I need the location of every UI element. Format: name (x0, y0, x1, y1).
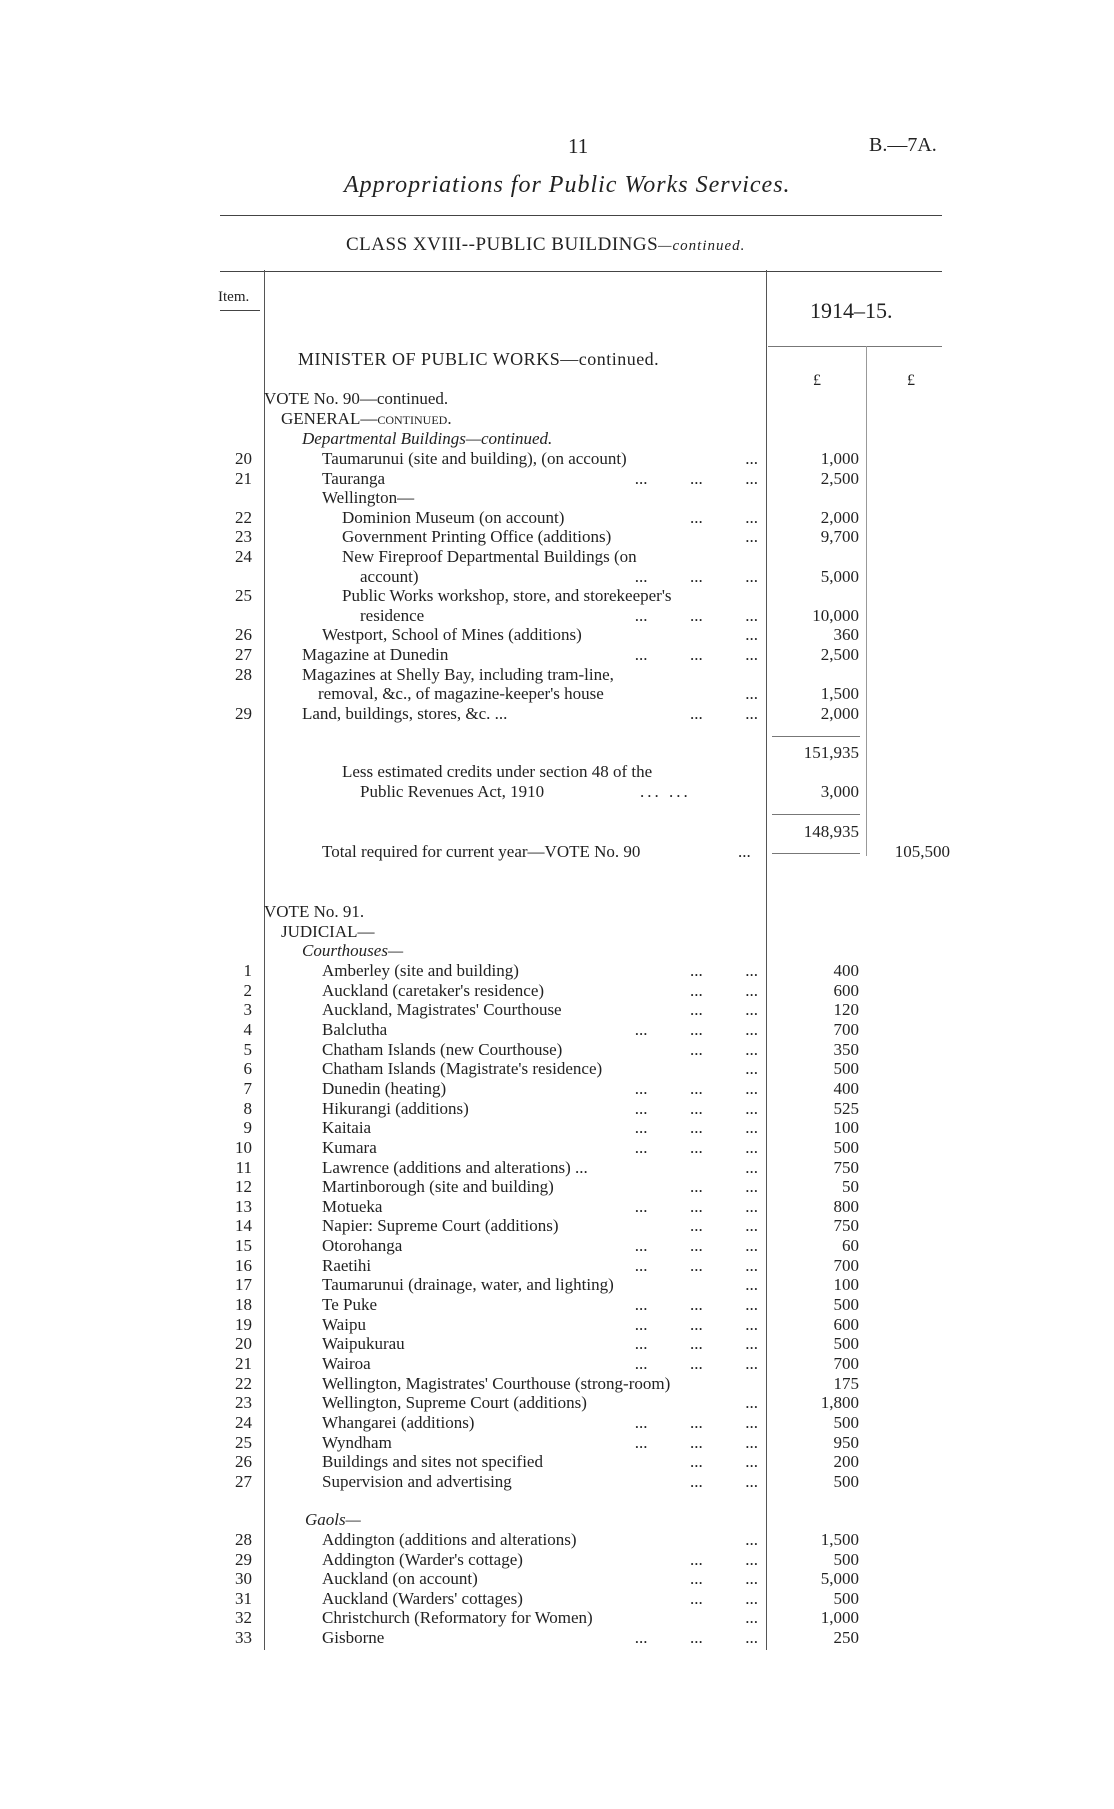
item-description: Balclutha (322, 1019, 388, 1039)
item-description: Wellington, Magistrates' Courthouse (strong-room) (322, 1373, 671, 1393)
less-credits-amount: 3,000 (820, 782, 859, 801)
item-description: Public Works workshop, store, and storekeeper's (342, 586, 672, 606)
item-amount: 200 (833, 1452, 859, 1472)
item-amount: 5,000 (820, 566, 859, 586)
item-amount: 500 (833, 1471, 859, 1491)
item-amount: 800 (833, 1196, 859, 1216)
item-description: removal, &c., of magazine-keeper's house (318, 684, 604, 704)
leader-dots: ... ... ... (634, 1196, 758, 1216)
leader-dots: ... ... ... (634, 1098, 758, 1118)
leader-dots: ... ... (690, 1569, 758, 1589)
item-description: Te Puke (322, 1295, 377, 1315)
item-description: Addington (additions and alterations) (322, 1530, 577, 1549)
item-amount: 10,000 (812, 605, 859, 625)
item-amount: 700 (833, 1255, 859, 1275)
vote-91-heading: VOTE No. 91. (264, 902, 365, 921)
item-description: Wyndham (322, 1432, 392, 1452)
item-number: 11 (235, 1157, 252, 1177)
item-amount: 1,000 (820, 449, 859, 468)
leader-dots: ... ... ... (634, 1412, 758, 1432)
item-description: Wellington— (322, 488, 415, 508)
item-amount: 1,500 (820, 684, 859, 704)
item-description: Tauranga (322, 468, 385, 488)
leader-dots: ... ... (690, 703, 758, 723)
item-description: Waipukurau (322, 1334, 405, 1354)
item-amount: 250 (833, 1628, 859, 1647)
leader-dots: ... ... ... (634, 1019, 758, 1039)
item-description: Addington (Warder's cottage) (322, 1549, 523, 1569)
item-description: Kaitaia (322, 1118, 372, 1138)
item-amount: 500 (833, 1059, 859, 1079)
item-header-underline (220, 310, 260, 311)
leader-dots: ... ... ... (634, 1118, 758, 1138)
item-description: residence (360, 605, 425, 625)
item-amount: 175 (833, 1373, 859, 1393)
leader-dots: ... ... ... (634, 1334, 758, 1354)
item-number: 20 (235, 1334, 252, 1354)
leader-dots: ... ... (690, 1000, 758, 1020)
leader-dots: ... ... ... (634, 1314, 758, 1334)
item-description: Wellington, Supreme Court (additions) (322, 1393, 587, 1413)
item-number: 23 (235, 527, 252, 547)
leader-dots: ... (745, 449, 758, 468)
item-description: Taumarunui (drainage, water, and lighting) (322, 1275, 614, 1295)
item-amount: 750 (833, 1157, 859, 1177)
item-amount: 350 (833, 1039, 859, 1059)
item-description: Motueka (322, 1196, 383, 1216)
item-number: 26 (235, 1452, 252, 1472)
item-amount: 360 (833, 625, 859, 645)
class-heading-suffix: —continued. (658, 238, 746, 254)
item-amount: 500 (833, 1412, 859, 1432)
item-description: Kumara (322, 1137, 377, 1157)
item-number: 4 (243, 1019, 252, 1039)
vote-90-subtotal: 151,935 (803, 743, 859, 762)
leader-dots: ... (745, 625, 758, 645)
item-amount: 400 (833, 1078, 859, 1098)
minister-heading: MINISTER OF PUBLIC WORKS—continued. (298, 349, 660, 369)
leader-dots: ... ... ... (634, 1236, 758, 1256)
item-description: Raetihi (322, 1255, 372, 1275)
leader-dots: ... ... ... (634, 605, 758, 625)
year-header-underline (768, 346, 942, 347)
leader-dots: ... (745, 1393, 758, 1413)
item-number: 23 (235, 1393, 252, 1413)
item-description: Amberley (site and building) (322, 961, 519, 980)
item-description: Auckland (on account) (322, 1569, 478, 1589)
departmental-buildings-heading: Departmental Buildings—continued. (302, 429, 553, 448)
subtotal-rule (772, 736, 860, 737)
item-number: 21 (235, 468, 252, 488)
item-number: 22 (235, 1373, 252, 1393)
leader-dots: ... ... (690, 507, 758, 527)
leader-dots: ... ... (690, 1452, 758, 1472)
item-amount: 5,000 (820, 1569, 859, 1589)
leader-dots: ... ... ... (634, 1295, 758, 1315)
total-dash-rule (772, 853, 860, 854)
item-amount: 600 (833, 980, 859, 1000)
item-number: 32 (235, 1608, 252, 1628)
item-number: 1 (243, 961, 252, 980)
item-number: 7 (243, 1078, 252, 1098)
item-description: Napier: Supreme Court (additions) (322, 1216, 559, 1236)
item-number: 20 (235, 449, 252, 468)
page-title: Appropriations for Public Works Services. (344, 172, 791, 198)
item-description: Lawrence (additions and alterations) ... (322, 1157, 588, 1177)
total-required-label: Total required for current year—VOTE No. 90 (322, 842, 641, 861)
item-number: 24 (235, 547, 252, 566)
item-amount: 1,500 (820, 1530, 859, 1549)
item-number: 24 (235, 1412, 252, 1432)
item-number: 10 (235, 1137, 252, 1157)
gaols-heading: Gaols— (305, 1510, 361, 1529)
item-amount: 1,000 (820, 1608, 859, 1628)
item-amount: 1,800 (820, 1393, 859, 1413)
item-column-divider (264, 270, 265, 1650)
leader-dots: ... ... (690, 1177, 758, 1197)
item-number: 28 (235, 664, 252, 684)
item-description: Buildings and sites not specified (322, 1452, 543, 1472)
leader-dots: ... (745, 1059, 758, 1079)
item-amount: 400 (833, 961, 859, 980)
leader-dots: ... (745, 527, 758, 547)
item-description: New Fireproof Departmental Buildings (on (342, 547, 637, 566)
item-number: 18 (235, 1295, 252, 1315)
item-description: Auckland (caretaker's residence) (322, 980, 545, 1000)
table-top-rule (220, 271, 942, 272)
item-description: Magazine at Dunedin (302, 645, 449, 664)
item-amount: 2,500 (820, 468, 859, 488)
less-credits-dots: ... ... (640, 782, 691, 801)
class-heading-main: CLASS XVIII--PUBLIC BUILDINGS (346, 234, 659, 255)
item-description: Dominion Museum (on account) (342, 507, 565, 527)
year-column-header: 1914–15. (810, 298, 893, 323)
document-reference: B.—7A. (869, 134, 937, 156)
item-description: Land, buildings, stores, &c. ... (302, 703, 508, 723)
item-number: 15 (235, 1236, 252, 1256)
item-description: Supervision and advertising (322, 1471, 512, 1491)
item-amount: 2,500 (820, 645, 859, 664)
item-number: 29 (235, 1549, 252, 1569)
item-description: Westport, School of Mines (additions) (322, 625, 582, 645)
leader-dots: ... ... ... (634, 468, 758, 488)
leader-dots: ... ... ... (634, 1628, 758, 1647)
item-number: 13 (235, 1196, 252, 1216)
item-description: Auckland, Magistrates' Courthouse (322, 1000, 562, 1020)
item-amount: 500 (833, 1588, 859, 1608)
vote-90-net: 148,935 (803, 822, 859, 841)
leader-dots: ... ... (690, 1588, 758, 1608)
item-amount: 100 (833, 1118, 859, 1138)
item-number: 16 (235, 1255, 252, 1275)
item-number: 19 (235, 1314, 252, 1334)
leader-dots: ... ... ... (634, 566, 758, 586)
leader-dots: ... ... ... (634, 1354, 758, 1373)
item-description: Hikurangi (additions) (322, 1098, 469, 1118)
leader-dots: ... (745, 1530, 758, 1549)
item-amount: 500 (833, 1549, 859, 1569)
item-number: 22 (235, 507, 252, 527)
leader-dots: ... (745, 1157, 758, 1177)
item-amount: 750 (833, 1216, 859, 1236)
item-description: Chatham Islands (Magistrate's residence) (322, 1059, 603, 1079)
item-description: Gisborne (322, 1628, 385, 1647)
item-description: Otorohanga (322, 1236, 403, 1256)
item-description: Magazines at Shelly Bay, including tram-line, (302, 664, 614, 684)
leader-dots: ... ... (690, 1216, 758, 1236)
vote-90-total-amount: 105,500 (894, 842, 950, 861)
item-description: Government Printing Office (additions) (342, 527, 612, 547)
page-number: 11 (568, 134, 589, 158)
item-amount: 100 (833, 1275, 859, 1295)
item-number: 21 (235, 1354, 252, 1373)
vote-90-subheading: GENERAL—continued. (281, 409, 452, 428)
leader-dots: ... ... ... (634, 1255, 758, 1275)
vote-90-heading: VOTE No. 90—continued. (264, 389, 449, 408)
item-number: 17 (235, 1275, 252, 1295)
item-column-header: Item. (218, 289, 250, 305)
total-required-dots: ... (738, 842, 751, 861)
title-rule (220, 215, 942, 216)
item-number: 28 (235, 1530, 252, 1549)
class-heading (346, 234, 745, 256)
item-amount: 2,000 (820, 507, 859, 527)
leader-dots: ... ... ... (634, 1432, 758, 1452)
item-number: 25 (235, 1432, 252, 1452)
item-number: 12 (235, 1177, 252, 1197)
leader-dots: ... ... ... (634, 1137, 758, 1157)
leader-dots: ... (745, 1608, 758, 1628)
leader-dots: ... ... (690, 980, 758, 1000)
leader-dots: ... ... (690, 961, 758, 980)
item-description: account) (360, 566, 419, 586)
item-number: 6 (243, 1059, 252, 1079)
leader-dots: ... ... ... (634, 1078, 758, 1098)
item-description: Chatham Islands (new Courthouse) (322, 1039, 563, 1059)
item-number: 33 (235, 1628, 252, 1647)
item-amount: 700 (833, 1019, 859, 1039)
item-description: Waipu (322, 1314, 366, 1334)
item-description: Whangarei (additions) (322, 1412, 475, 1432)
leader-dots: ... ... (690, 1549, 758, 1569)
vote-91-subheading: JUDICIAL— (281, 922, 375, 941)
courthouses-heading: Courthouses— (302, 941, 404, 960)
item-number: 8 (243, 1098, 252, 1118)
item-description: Christchurch (Reformatory for Women) (322, 1608, 593, 1628)
currency-header-1: £ (813, 372, 821, 389)
total-column-divider (866, 346, 867, 856)
item-description: Taumarunui (site and building), (on account) (322, 449, 627, 468)
item-amount: 950 (833, 1432, 859, 1452)
less-credits-line-1: Less estimated credits under section 48 of the (342, 762, 653, 781)
currency-header-2: £ (907, 372, 915, 389)
less-credits-line-2: Public Revenues Act, 1910 (360, 782, 545, 801)
item-amount: 120 (833, 1000, 859, 1020)
item-number: 30 (235, 1569, 252, 1589)
item-number: 14 (235, 1216, 252, 1236)
item-number: 29 (235, 703, 252, 723)
item-amount: 600 (833, 1314, 859, 1334)
item-description: Martinborough (site and building) (322, 1177, 554, 1197)
item-amount: 60 (842, 1236, 859, 1256)
item-amount: 2,000 (820, 703, 859, 723)
leader-dots: ... (745, 684, 758, 704)
item-number: 9 (243, 1118, 252, 1138)
item-amount: 525 (833, 1098, 859, 1118)
item-number: 2 (243, 980, 252, 1000)
item-amount: 500 (833, 1137, 859, 1157)
leader-dots: ... ... (690, 1471, 758, 1491)
item-number: 3 (243, 1000, 252, 1020)
item-amount: 50 (842, 1177, 859, 1197)
item-amount: 700 (833, 1354, 859, 1373)
item-number: 5 (243, 1039, 252, 1059)
item-description: Auckland (Warders' cottages) (322, 1588, 523, 1608)
item-number: 27 (235, 1471, 252, 1491)
item-number: 31 (235, 1588, 252, 1608)
item-amount: 500 (833, 1295, 859, 1315)
item-number: 27 (235, 645, 252, 664)
net-rule (772, 814, 860, 815)
item-number: 26 (235, 625, 252, 645)
leader-dots: ... ... (690, 1039, 758, 1059)
leader-dots: ... (745, 1275, 758, 1295)
leader-dots: ... ... ... (634, 645, 758, 664)
item-description: Wairoa (322, 1354, 371, 1373)
item-description: Dunedin (heating) (322, 1078, 447, 1098)
item-amount: 500 (833, 1334, 859, 1354)
item-number: 25 (235, 586, 252, 606)
item-amount: 9,700 (820, 527, 859, 547)
